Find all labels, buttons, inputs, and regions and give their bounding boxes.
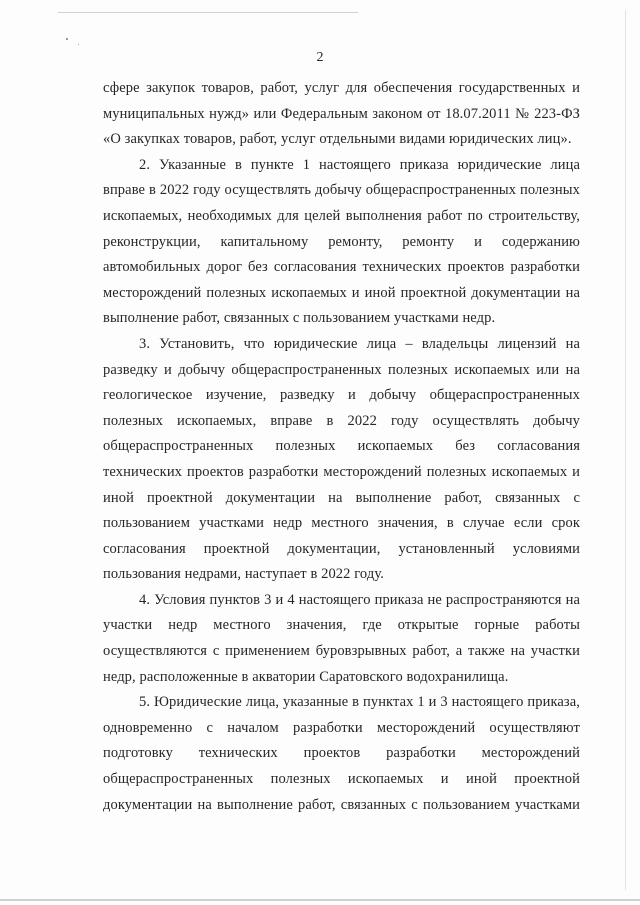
document-body xyxy=(103,76,580,818)
page-number: 2 xyxy=(316,50,324,65)
paragraph-item-2: 2. Указанные в пункте 1 настоящего приказа юридические лица вправе в 2022 году осуществлять добычу общераспространенных полезных ископаемых, необходимых для целей выполнения работ по строительству, реконструкции, капитальному ремонту, ремонту и содержанию автомобильных дорог без согласования технических проектов разработки месторождений полезных ископаемых и иной проектной документации на выполнение работ, связанных с пользованием участками недр. xyxy=(103,156,580,327)
paragraph-item-4: 4. Условия пунктов 3 и 4 настоящего приказа не распространяются на участки недр местного значения, где открытые горные работы осуществляются с применением буровзрывных работ, а также на участки недр, расположенные в акватории Саратовского водохранилища. xyxy=(103,591,580,685)
scan-speck xyxy=(66,38,68,40)
paragraph-item-5: 5. Юридические лица, указанные в пунктах 1 и 3 настоящего приказа, одновременно с началом разработки месторождений осуществляют подготовку технических проектов разработки месторождений общераспространенных полезных ископаемых и иной проектной документации на выполнение работ, связанных с пользованием участками xyxy=(103,694,580,813)
scan-edge-top xyxy=(58,12,358,13)
paragraph-item-3: 3. Установить, что юридические лица – владельцы лицензий на разведку и добычу общераспространенных полезных ископаемых или на геологическое изучение, разведку и добычу общераспространенных полезных ископаемых, вправе в 2022 году осуществлять добычу общераспространенных полезных ископаемых без согласования технических проектов разработки месторождений полезных ископаемых и иной проектной документации на выполнение работ, связанных с пользованием участками недр местного значения, в случае если срок согласования проектной документации, установленный условиями пользования недрами, наступает в 2022 году. xyxy=(103,335,580,583)
scan-edge-bottom xyxy=(0,899,640,901)
paragraph-continuation: сфере закупок товаров, работ, услуг для обеспечения государственных и муниципальных нужд» или Федеральным законом от 18.07.2011 № 223-ФЗ «О закупках товаров, работ, услуг отдельными видами юридических лиц». xyxy=(103,80,580,148)
scan-edge-right xyxy=(625,10,626,890)
scan-speck xyxy=(78,44,79,45)
